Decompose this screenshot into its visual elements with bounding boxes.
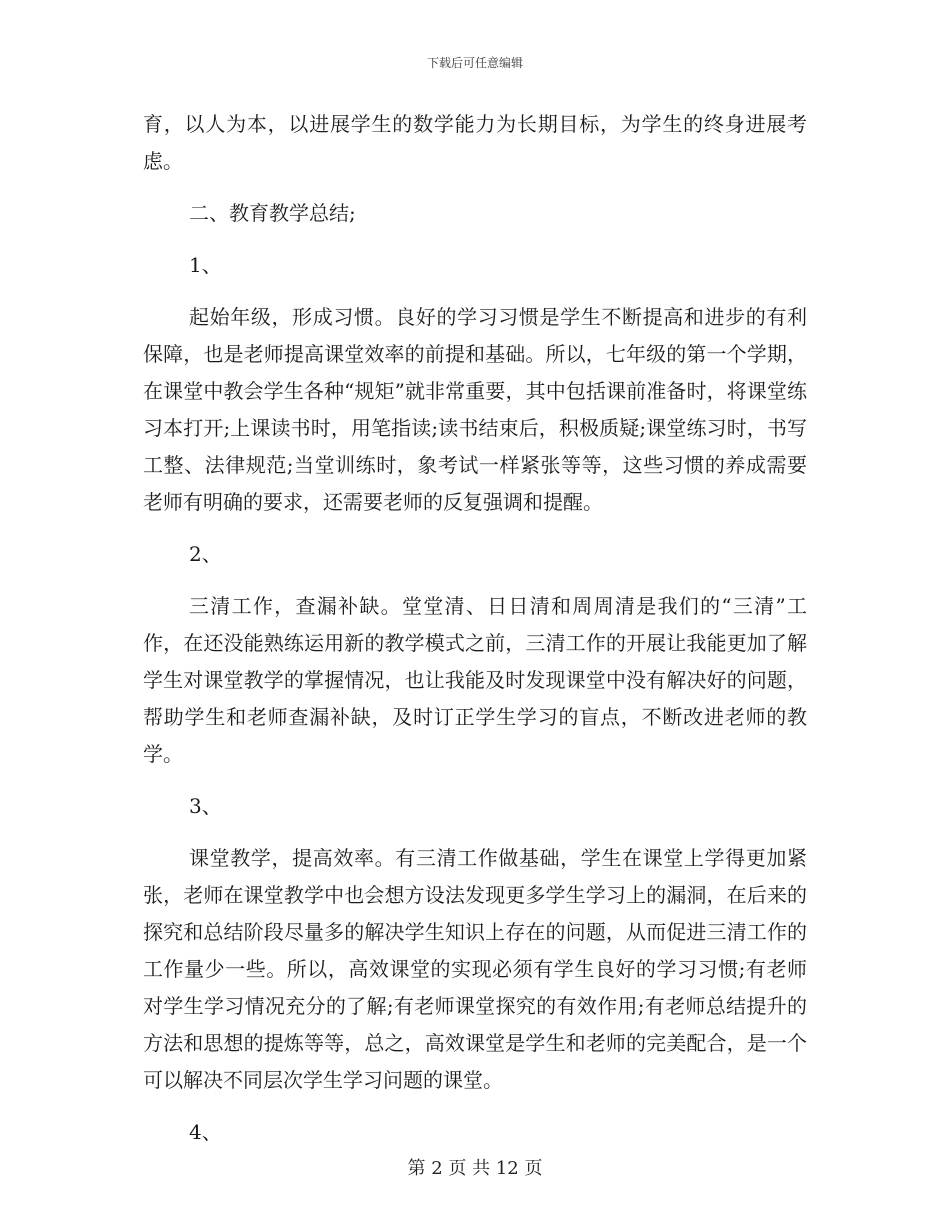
paragraph-classroom-efficiency: 课堂教学，提高效率。有三清工作做基础，学生在课堂上学得更加紧张，老师在课堂教学中也会想方设法发现更多学生学习上的漏洞，在后来的探究和总结阶段尽量多的解决学生知识上存在的问题，从而促进三清工作的工作量少一些。所以，高效课堂的实现必须有学生良好的学习习惯;有老师对学生学习情况充分的了解;有老师课堂探究的有效作用;有老师总结提升的方法和思想的提炼等等，总之，高效课堂是学生和老师的完美配合，是一个可以解决不同层次学生学习问题的课堂。 [143,846,807,1092]
page-number-footer: 第 2 页 共 12 页 [407,1158,543,1179]
section-heading: 二、教育教学总结; [189,201,356,225]
item-number-2: 2、 [189,542,222,566]
paragraph-three-clear: 三清工作，查漏补缺。堂堂清、日日清和周周清是我们的“三清”工作，在还没能熟练运用新的教学模式之前，三清工作的开展让我能更加了解学生对课堂教学的掌握情况，也让我能及时发现课堂中没有解决好的问题，帮助学生和老师查漏补缺，及时订正学生学习的盲点，不断改进老师的教学。 [143,594,807,766]
item-number-1: 1、 [189,253,222,277]
page-header: 下载后可任意编辑 [426,56,523,70]
item-number-4: 4、 [189,1120,222,1144]
item-number-3: 3、 [189,794,222,818]
paragraph-continuation: 育，以人为本，以进展学生的数学能力为长期目标，为学生的终身进展考虑。 [143,112,807,173]
paragraph-habits: 起始年级，形成习惯。良好的学习习惯是学生不断提高和进步的有利保障，也是老师提高课堂效率的前提和基础。所以，七年级的第一个学期，在课堂中教会学生各种“规矩”就非常重要，其中包括课前准备时，将课堂练习本打开;上课读书时，用笔指读;读书结束后，积极质疑;课堂练习时，书写工整、法律规范;当堂训练时，象考试一样紧张等等，这些习惯的养成需要老师有明确的要求，还需要老师的反复强调和提醒。 [143,305,807,514]
document-body [143,106,807,1151]
